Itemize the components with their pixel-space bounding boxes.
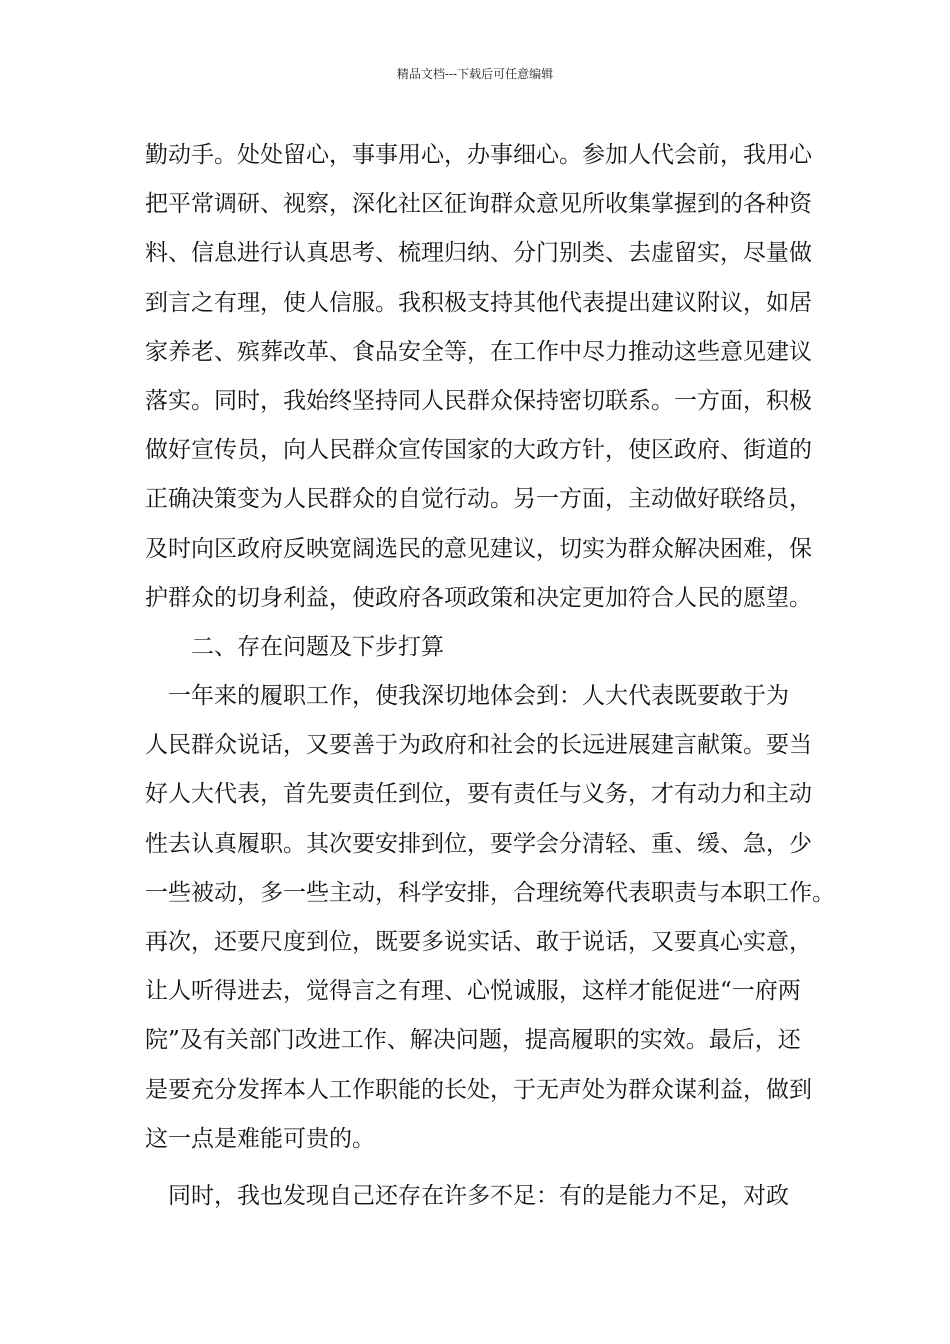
text-line: 性去认真履职。其次要安排到位，要学会分清轻、重、缓、急，少 bbox=[145, 830, 812, 857]
section-heading: 二、存在问题及下步打算 bbox=[145, 633, 444, 660]
text-line: 再次，还要尺度到位，既要多说实话、敢于说话，又要真心实意， bbox=[145, 929, 812, 955]
document-body bbox=[145, 131, 835, 1221]
text-line: 同时，我也发现自己还存在许多不足：有的是能力不足，对政 bbox=[145, 1182, 789, 1209]
text-line: 这一点是难能可贵的。 bbox=[145, 1125, 375, 1152]
text-line: 人民群众说话，又要善于为政府和社会的长远进展建言献策。要当 bbox=[145, 732, 812, 759]
text-line: 做好宣传员，向人民群众宣传国家的大政方针，使区政府、街道的 bbox=[145, 437, 812, 464]
text-line: 一些被动，多一些主动，科学安排，合理统筹代表职责与本职工作。 bbox=[145, 879, 835, 906]
text-line: 让人听得进去，觉得言之有理、心悦诚服，这样才能促进“一府两 bbox=[145, 978, 801, 1005]
text-line: 是要充分发挥本人工作职能的长处，于无声处为群众谋利益，做到 bbox=[145, 1076, 812, 1103]
text-line: 好人大代表，首先要责任到位，要有责任与义务，才有动力和主动 bbox=[145, 781, 812, 808]
text-line: 落实。同时，我始终坚持同人民群众保持密切联系。一方面，积极 bbox=[145, 387, 812, 414]
text-line: 勤动手。处处留心，事事用心，办事细心。参加人代会前，我用心 bbox=[145, 142, 812, 168]
text-line: 料、信息进行认真思考、梳理归纳、分门别类、去虚留实，尽量做 bbox=[145, 240, 812, 267]
paragraph-gap bbox=[145, 1164, 815, 1172]
text-line: 家养老、殡葬改革、食品安全等，在工作中尽力推动这些意见建议 bbox=[145, 338, 812, 365]
page-header: 精品文档---下载后可任意编辑 bbox=[396, 67, 554, 81]
text-line: 及时向区政府反映宽阔选民的意见建议，切实为群众解决困难，保 bbox=[145, 535, 812, 562]
text-line: 正确决策变为人民群众的自觉行动。另一方面，主动做好联络员， bbox=[145, 486, 812, 513]
text-line: 院”及有关部门改进工作、解决问题，提高履职的实效。最后，还 bbox=[145, 1027, 801, 1054]
text-line: 一年来的履职工作，使我深切地体会到：人大代表既要敢于为 bbox=[145, 683, 789, 710]
text-line: 把平常调研、视察，深化社区征询群众意见所收集掌握到的各种资 bbox=[145, 191, 812, 218]
text-line: 到言之有理，使人信服。我积极支持其他代表提出建议附议，如居 bbox=[145, 289, 812, 316]
text-line: 护群众的切身利益，使政府各项政策和决定更加符合人民的愿望。 bbox=[145, 584, 812, 611]
